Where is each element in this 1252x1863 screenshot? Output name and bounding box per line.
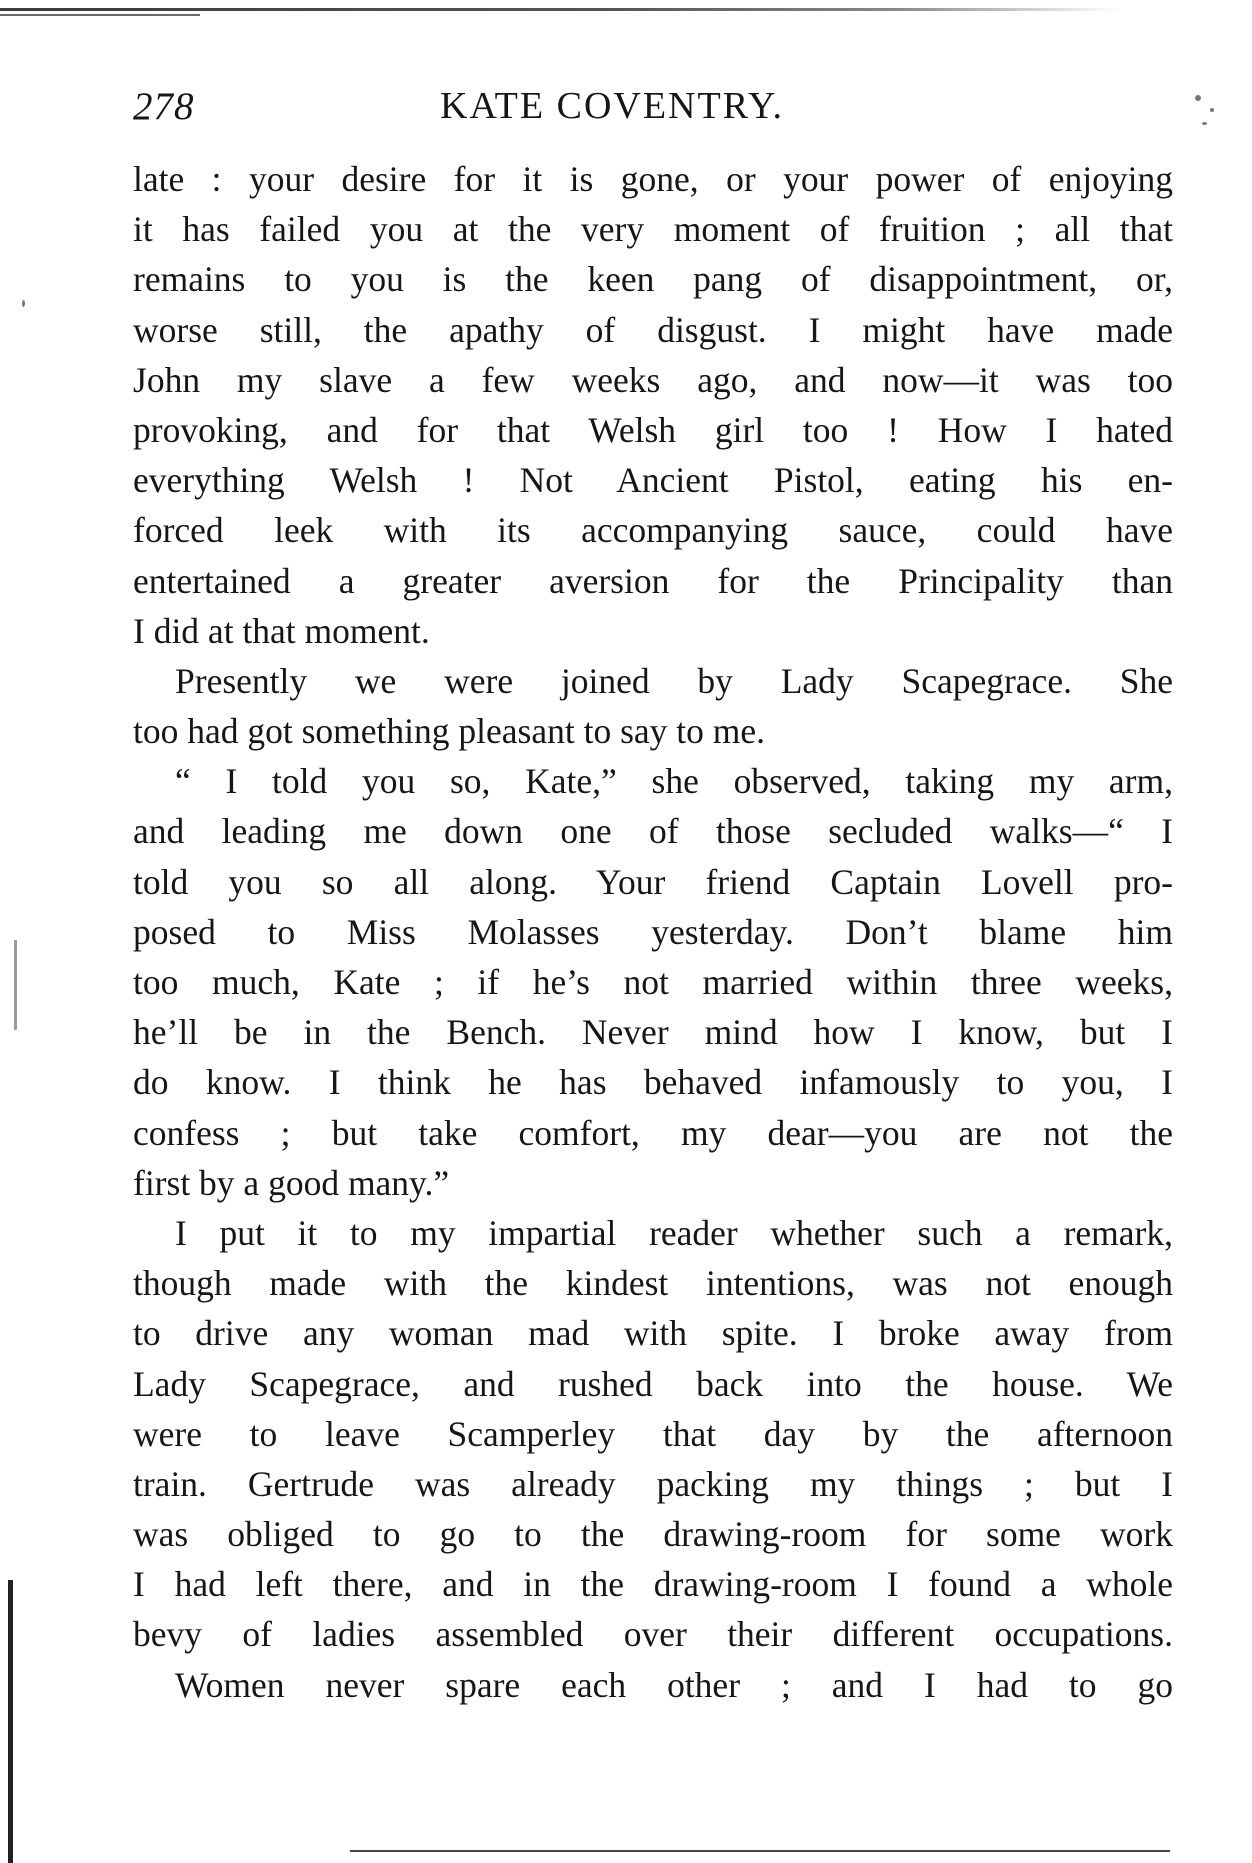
text-line: bevy of ladies assembled over their different occupations.: [133, 1614, 1173, 1655]
text-line: Women never spare each other ; and I had to go: [175, 1664, 1173, 1705]
text-line: “ I told you so, Kate,” she observed, taking my arm,: [175, 761, 1173, 802]
text-line: was obliged to go to the drawing-room for some work: [133, 1514, 1173, 1555]
text-line: too had got something pleasant to say to me.: [133, 711, 765, 752]
scan-speck: [14, 940, 17, 1030]
text-line: late : your desire for it is gone, or your power of enjoying: [133, 159, 1173, 199]
scan-edge-line-top-secondary: [0, 14, 200, 16]
scan-speck: [22, 300, 25, 307]
scan-speck: [1210, 108, 1214, 112]
text-line: first by a good many.”: [133, 1162, 450, 1203]
scan-speck: [1202, 122, 1207, 125]
text-line: Presently we were joined by Lady Scapegrace. She: [175, 660, 1173, 701]
text-line: too much, Kate ; if he’s not married within three weeks,: [133, 962, 1173, 1002]
text-line: worse still, the apathy of disgust. I might have made: [133, 309, 1173, 350]
scan-edge-line-bottom: [350, 1850, 1170, 1852]
text-line: forced leek with its accompanying sauce, could have: [133, 510, 1173, 551]
page-number: 278: [133, 85, 195, 128]
text-line: posed to Miss Molasses yesterday. Don’t blame him: [133, 911, 1173, 952]
text-line: I put it to my impartial reader whether such a remark,: [175, 1212, 1173, 1253]
scan-speck: [1195, 95, 1201, 101]
text-line: I did at that moment.: [133, 610, 430, 651]
text-line: do know. I think he has behaved infamously to you, I: [133, 1062, 1173, 1103]
text-line: told you so all along. Your friend Captain Lovell pro-: [133, 861, 1173, 902]
running-title: KATE COVENTRY.: [440, 85, 784, 127]
page-header: [133, 84, 1173, 144]
body-text: [133, 154, 1173, 1710]
text-line: entertained a greater aversion for the Principality than: [133, 560, 1173, 601]
scan-binding-edge: [8, 1580, 13, 1863]
text-line: John my slave a few weeks ago, and now—it was too: [133, 359, 1173, 400]
text-line: provoking, and for that Welsh girl too ! How I hated: [133, 409, 1173, 450]
text-line: remains to you is the keen pang of disappointment, or,: [133, 259, 1173, 300]
text-line: were to leave Scamperley that day by the afternoon: [133, 1413, 1173, 1454]
text-line: to drive any woman mad with spite. I broke away from: [133, 1313, 1173, 1354]
text-line: everything Welsh ! Not Ancient Pistol, eating his en-: [133, 460, 1173, 501]
text-line: Lady Scapegrace, and rushed back into the house. We: [133, 1363, 1173, 1404]
text-line: though made with the kindest intentions, was not enough: [133, 1263, 1173, 1304]
scan-edge-line-top: [0, 8, 1120, 11]
text-line: I had left there, and in the drawing-room I found a whole: [133, 1564, 1173, 1605]
text-line: confess ; but take comfort, my dear—you are not the: [133, 1112, 1173, 1153]
text-line: and leading me down one of those secluded walks—“ I: [133, 811, 1173, 852]
text-line: train. Gertrude was already packing my things ; but I: [133, 1463, 1173, 1504]
text-line: he’ll be in the Bench. Never mind how I know, but I: [133, 1012, 1173, 1053]
text-line: it has failed you at the very moment of fruition ; all that: [133, 209, 1173, 250]
